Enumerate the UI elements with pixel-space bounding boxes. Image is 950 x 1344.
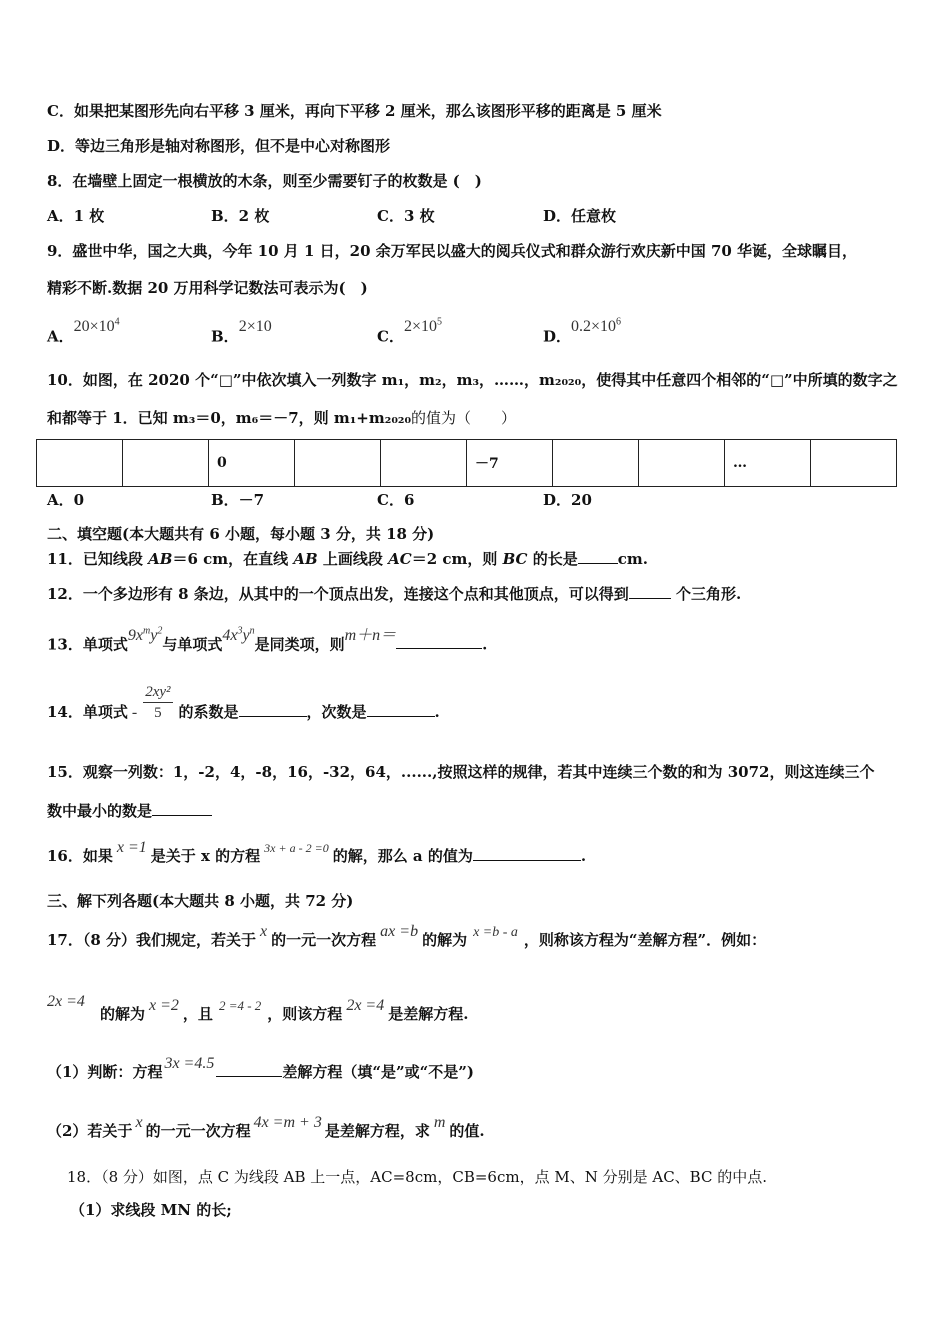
q13-monomial-1: $9x^my^2$ <box>127 626 163 645</box>
q15-line1: 15．观察一列数：1，-2，4，-8，16，-32，64，......,按照这样的规律，若其中连续三个数的和为 3072，则这连续三个 <box>47 763 875 781</box>
q11-answer-blank <box>578 549 618 564</box>
q7-option-c: C．如果把某图形先向右平移 3 厘米，再向下平移 2 厘米，那么该图形平移的距离是 5 厘米 <box>47 102 662 120</box>
box-cell <box>295 440 381 487</box>
q10-stem-line1: 10．如图，在 2020 个“□”中依次填入一列数字 m₁，m₂，m₃，……，m₂₀₂₀，使得其中任意四个相邻的“□”中所填的数字之 <box>47 371 898 389</box>
box-cell: 0 <box>209 440 295 487</box>
q9-option-b: B．2×10 <box>211 318 272 346</box>
q11: 11．已知线段 AB＝6 cm，在直线 AB 上画线段 AC＝2 cm，则 BC 的长是 cm. <box>47 550 648 568</box>
q9-option-b-math: 2×10 <box>238 318 272 336</box>
section-2-heading: 二、填空题(本大题共有 6 小题，每小题 3 分，共 18 分) <box>47 525 435 543</box>
q14: 14．单项式 - $\frac{\text{2xy²}}{5}$ 的系数是 ，次数是 . <box>47 683 440 721</box>
q9-option-a-math: $20\times 10^4$ <box>73 317 120 336</box>
q16-answer-blank <box>473 846 581 861</box>
q14-degree-blank <box>367 702 435 717</box>
box-cell <box>639 440 725 487</box>
q17-part2: （2）若关于 x 的一元一次方程 4x =m + 3 是差解方程，求 m 的值. <box>47 1114 485 1140</box>
q12-answer-blank <box>629 584 671 599</box>
q13: 13．单项式$9x^my^2$与单项式$4x^3y^n$是同类项，则m＋n＝ . <box>47 626 488 654</box>
q9-stem-line1: 9．盛世中华，国之大典，今年 10 月 1 日，20 余万军民以盛大的阅兵仪式和群众游行欢庆新中国 70 华诞，全球瞩目， <box>47 242 858 260</box>
q7-option-d: D．等边三角形是轴对称图形，但不是中心对称图形 <box>47 137 391 155</box>
q8-option-d: D．任意枚 <box>543 207 617 225</box>
box-cell <box>381 440 467 487</box>
box-cell <box>811 440 897 487</box>
box-cell <box>123 440 209 487</box>
q10-option-b: B．－7 <box>211 491 265 509</box>
q9-option-a: A．$20\times 10^4$ <box>47 317 120 346</box>
q9-option-c-math: $2\times 10^5$ <box>403 317 442 336</box>
q10-stem-line2: 和都等于 1．已知 m₃＝0，m₆＝－7，则 m₁+m₂₀₂₀的值为（ ） <box>47 409 517 427</box>
q17-example: 2x =4 的解为 x =2 ，且 2 =4 - 2 ，则该方程 2x =4 是差解方程. <box>47 993 469 1023</box>
q16: 16．如果 x =1 是关于 x 的方程 $^{3x + a - 2 =0}$ 的解，那么 a 的值为 . <box>47 839 587 865</box>
q17-part1-blank <box>216 1062 282 1077</box>
q10-option-c: C．6 <box>377 491 415 509</box>
box-cell: －7 <box>467 440 553 487</box>
q17-intro: 17．（8 分）我们规定，若关于 x 的一元一次方程 ax =b 的解为 x =b - a ，则称该方程为“差解方程”．例如： <box>47 923 767 949</box>
q8-option-a: A．1 枚 <box>47 207 105 225</box>
box-cell <box>553 440 639 487</box>
q10-option-a: A．0 <box>47 491 85 509</box>
q15-line2: 数中最小的数是 <box>47 801 212 821</box>
q10-option-d: D．20 <box>543 491 592 509</box>
q18-stem: 18．（8 分）如图，点 C 为线段 AB 上一点，AC=8cm，CB=6cm，点 M、N 分别是 AC、BC 的中点. <box>67 1168 768 1186</box>
q8-option-c: C．3 枚 <box>377 207 435 225</box>
q9-option-d-math: $0.2\times 10^6$ <box>571 317 622 336</box>
q14-fraction: $\frac{\text{2xy²}}{5}$ <box>145 683 171 721</box>
q9-option-c: C．$2\times 10^5$ <box>377 317 442 346</box>
q8-option-b: B．2 枚 <box>211 207 270 225</box>
q8-stem: 8．在墙壁上固定一根横放的木条，则至少需要钉子的枚数是 ( ) <box>47 172 482 190</box>
q14-coefficient-blank <box>239 702 307 717</box>
q15-answer-blank <box>152 801 212 816</box>
q13-expression: m＋n＝ <box>344 627 397 645</box>
q17-part1: （1）判断：方程 3x =4.5 差解方程（填“是”或“不是”) <box>47 1055 474 1081</box>
q9-stem-line2: 精彩不断.数据 20 万用科学记数法可表示为( ) <box>47 279 368 297</box>
q16-equation: 3x + a - 2 =0 <box>264 841 329 855</box>
box-cell <box>37 440 123 487</box>
q9-option-d: D．$0.2\times 10^6$ <box>543 317 622 346</box>
q13-answer-blank <box>396 634 482 649</box>
q18-part1: （1）求线段 MN 的长; <box>70 1201 232 1219</box>
q12: 12．一个多边形有 8 条边，从其中的一个顶点出发，连接这个点和其他顶点，可以得到 个三角形. <box>47 585 742 603</box>
section-3-heading: 三、解下列各题(本大题共 8 小题，共 72 分) <box>47 892 354 910</box>
q10-number-boxes <box>36 439 897 487</box>
box-cell: … <box>725 440 811 487</box>
q13-monomial-2: $4x^3y^n$ <box>222 626 255 645</box>
q16-solution: x =1 <box>116 839 147 856</box>
